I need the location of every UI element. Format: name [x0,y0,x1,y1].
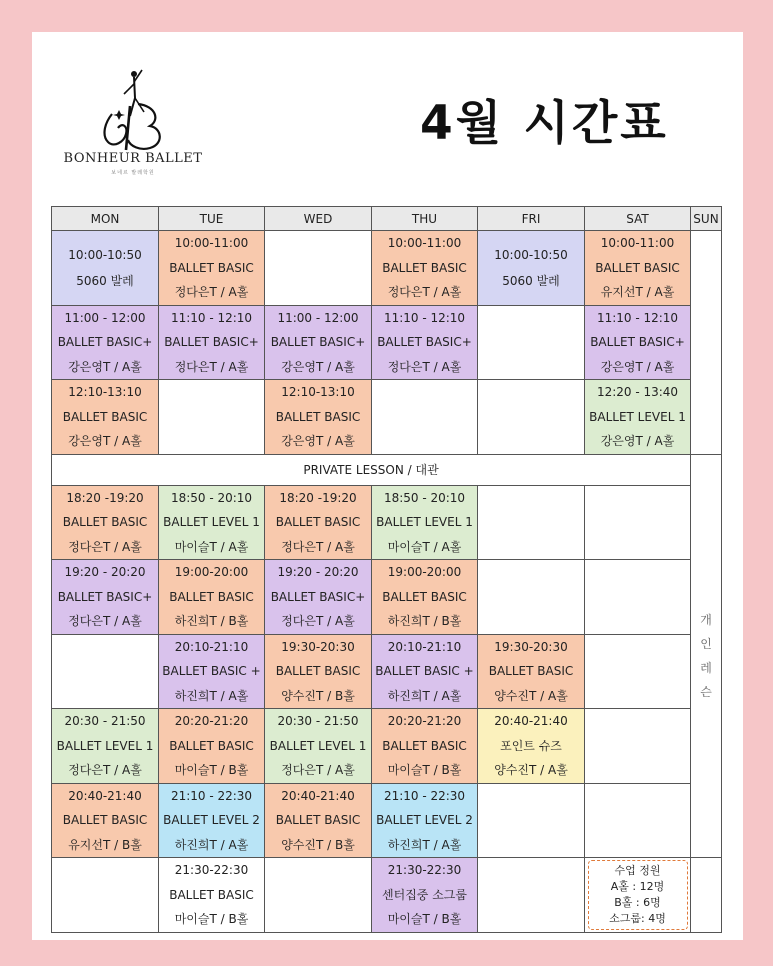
class-cell: 12:20 - 13:40 BALLET LEVEL 1 강은영T / A홀 [585,380,691,455]
header-row [52,207,722,231]
class-cell: 19:00-20:00 BALLET BASIC 하진희T / B홀 [159,560,265,635]
class-cell: 12:10-13:10 BALLET BASIC 강은영T / A홀 [265,380,372,455]
table-row [52,858,722,933]
sun-empty-cell [691,231,722,455]
capacity-title: 수업 정원 [614,863,661,877]
table-row [52,454,722,485]
class-cell: 10:00-10:50 5060 발레 [478,231,585,306]
sun-empty-cell [691,858,722,933]
class-cell: 19:20 - 20:20 BALLET BASIC+ 정다은T / A홀 [52,560,159,635]
class-cell: 20:10-21:10 BALLET BASIC + 하진희T / A홀 [372,634,478,709]
class-cell: 18:20 -19:20 BALLET BASIC 정다은T / A홀 [52,485,159,560]
private-lesson-banner: PRIVATE LESSON / 대관 [52,454,691,485]
table-row [52,305,722,380]
capacity-b-hall: B홀 : 6명 [614,895,661,909]
class-cell: 12:10-13:10 BALLET BASIC 강은영T / A홀 [52,380,159,455]
capacity-cell [585,858,691,933]
timetable [51,206,722,933]
class-cell: 18:50 - 20:10 BALLET LEVEL 1 마이슬T / A홀 [372,485,478,560]
day-header-wed: WED [265,207,372,231]
class-cell: 21:30-22:30 BALLET BASIC 마이슬T / B홀 [159,858,265,933]
day-header-tue: TUE [159,207,265,231]
day-header-sat: SAT [585,207,691,231]
class-cell: 20:20-21:20 BALLET BASIC 마이슬T / B홀 [159,709,265,784]
class-cell: 21:10 - 22:30 BALLET LEVEL 2 하진희T / A홀 [159,783,265,858]
class-cell: 18:20 -19:20 BALLET BASIC 정다은T / A홀 [265,485,372,560]
empty-cell [585,560,691,635]
empty-cell [52,634,159,709]
table-row [52,380,722,455]
empty-cell [159,380,265,455]
class-cell: 11:10 - 12:10 BALLET BASIC+ 정다은T / A홀 [372,305,478,380]
day-header-thu: THU [372,207,478,231]
class-cell: 10:00-11:00 BALLET BASIC 유지선T / A홀 [585,231,691,306]
class-cell: 11:10 - 12:10 BALLET BASIC+ 정다은T / A홀 [159,305,265,380]
day-header-sun: SUN [691,207,722,231]
day-header-mon: MON [52,207,159,231]
empty-cell [585,783,691,858]
class-cell: 20:10-21:10 BALLET BASIC + 하진희T / A홀 [159,634,265,709]
class-cell: 20:30 - 21:50 BALLET LEVEL 1 정다은T / A홀 [52,709,159,784]
class-cell: 21:30-22:30 센터집중 소그룹 마이슬T / B홀 [372,858,478,933]
class-cell: 19:20 - 20:20 BALLET BASIC+ 정다은T / A홀 [265,560,372,635]
class-cell: 11:00 - 12:00 BALLET BASIC+ 강은영T / A홀 [265,305,372,380]
page-title: 4월 시간표 [420,96,669,151]
class-cell: 19:30-20:30 BALLET BASIC 양수진T / A홀 [478,634,585,709]
empty-cell [52,858,159,933]
class-cell: 19:00-20:00 BALLET BASIC 하진희T / B홀 [372,560,478,635]
class-cell: 21:10 - 22:30 BALLET LEVEL 2 하진희T / A홀 [372,783,478,858]
capacity-a-hall: A홀 : 12명 [610,879,665,893]
class-cell: 11:00 - 12:00 BALLET BASIC+ 강은영T / A홀 [52,305,159,380]
empty-cell [478,858,585,933]
empty-cell [585,709,691,784]
class-cell: 20:40-21:40 BALLET BASIC 양수진T / B홀 [265,783,372,858]
class-cell: 10:00-11:00 BALLET BASIC 정다은T / A홀 [372,231,478,306]
empty-cell [585,634,691,709]
class-cell: 11:10 - 12:10 BALLET BASIC+ 강은영T / A홀 [585,305,691,380]
empty-cell [265,858,372,933]
empty-cell [478,560,585,635]
empty-cell [478,783,585,858]
empty-cell [478,380,585,455]
table-row [52,560,722,635]
brand-name: BONHEUR BALLET [63,151,203,166]
class-cell: 19:30-20:30 BALLET BASIC 양수진T / B홀 [265,634,372,709]
empty-cell [265,231,372,306]
table-row [52,783,722,858]
class-cell: 20:30 - 21:50 BALLET LEVEL 1 정다은T / A홀 [265,709,372,784]
empty-cell [478,305,585,380]
empty-cell [372,380,478,455]
empty-cell [585,485,691,560]
table-row [52,709,722,784]
day-header-fri: FRI [478,207,585,231]
class-cell: 10:00-10:50 5060 발레 [52,231,159,306]
sunday-private-lesson: 개 인 레 슨 [691,454,722,858]
class-cell: 18:50 - 20:10 BALLET LEVEL 1 마이슬T / A홀 [159,485,265,560]
brand-subtitle: 보네르 발레학원 [111,170,155,176]
capacity-box [588,860,688,930]
table-row [52,634,722,709]
class-cell: 20:40-21:40 BALLET BASIC 유지선T / B홀 [52,783,159,858]
table-row [52,231,722,306]
class-cell: 20:40-21:40 포인트 슈즈 양수진T / A홀 [478,709,585,784]
class-cell: 20:20-21:20 BALLET BASIC 마이슬T / B홀 [372,709,478,784]
capacity-small-group: 소그룹: 4명 [609,911,666,925]
table-row [52,485,722,560]
class-cell: 10:00-11:00 BALLET BASIC 정다은T / A홀 [159,231,265,306]
empty-cell [478,485,585,560]
